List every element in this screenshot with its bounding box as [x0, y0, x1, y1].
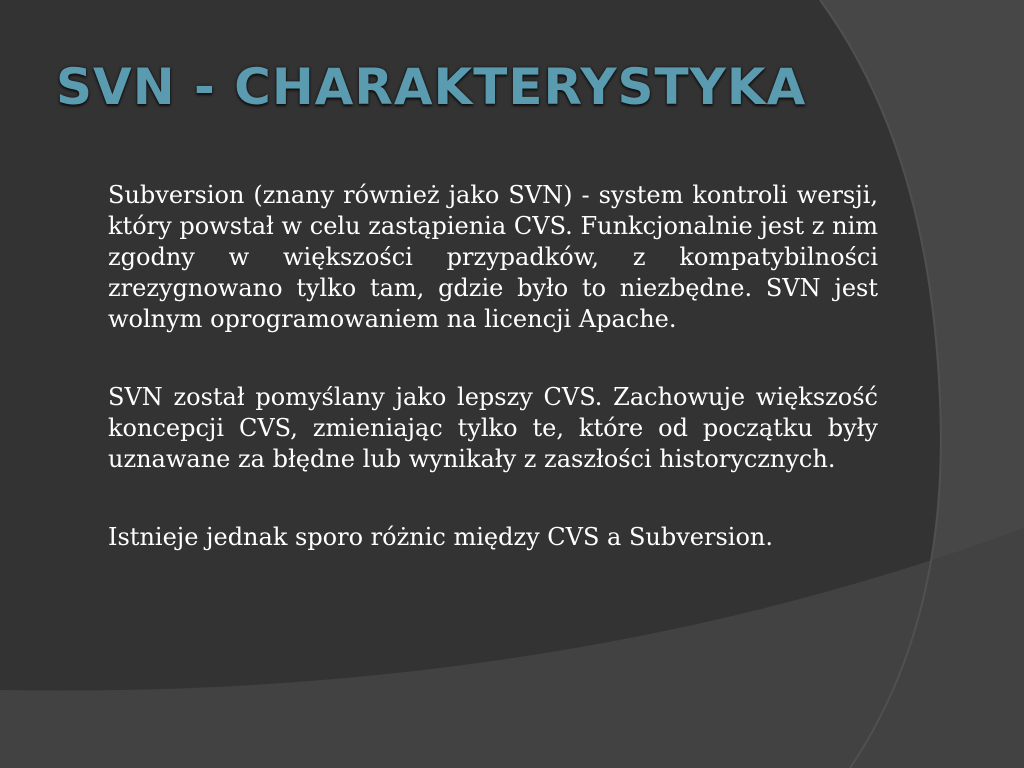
paragraph-1: [108, 180, 878, 335]
term-subversion: Subversion: [108, 181, 245, 209]
paragraph-3: Istnieje jednak sporo różnic między CVS a Subversion.: [108, 523, 774, 551]
paragraph-2: SVN został pomyślany jako lepszy CVS. Zachowuje większość koncepcji CVS, zmieniając tylko te, które od początku były uznawane za błędne lub wynikały z zaszłości historycznych.: [108, 383, 878, 473]
paragraph-1-text-a: (znany również jako: [244, 181, 509, 209]
slide-title: SVN - CHARAKTERYSTYKA: [56, 58, 807, 116]
paragraph-1-text-b: ) - system kontroli wersji, który powstał w celu zastąpienia CVS. Funkcjonalnie jest z nim zgodny w większości przypadków, z kompatybilności zrezygnowano tylko tam, gdzie było to niezbędne. SVN jest wolnym oprogramowaniem na licencji Apache.: [108, 181, 878, 333]
slide-body: [108, 180, 878, 600]
term-svn: SVN: [508, 181, 564, 209]
